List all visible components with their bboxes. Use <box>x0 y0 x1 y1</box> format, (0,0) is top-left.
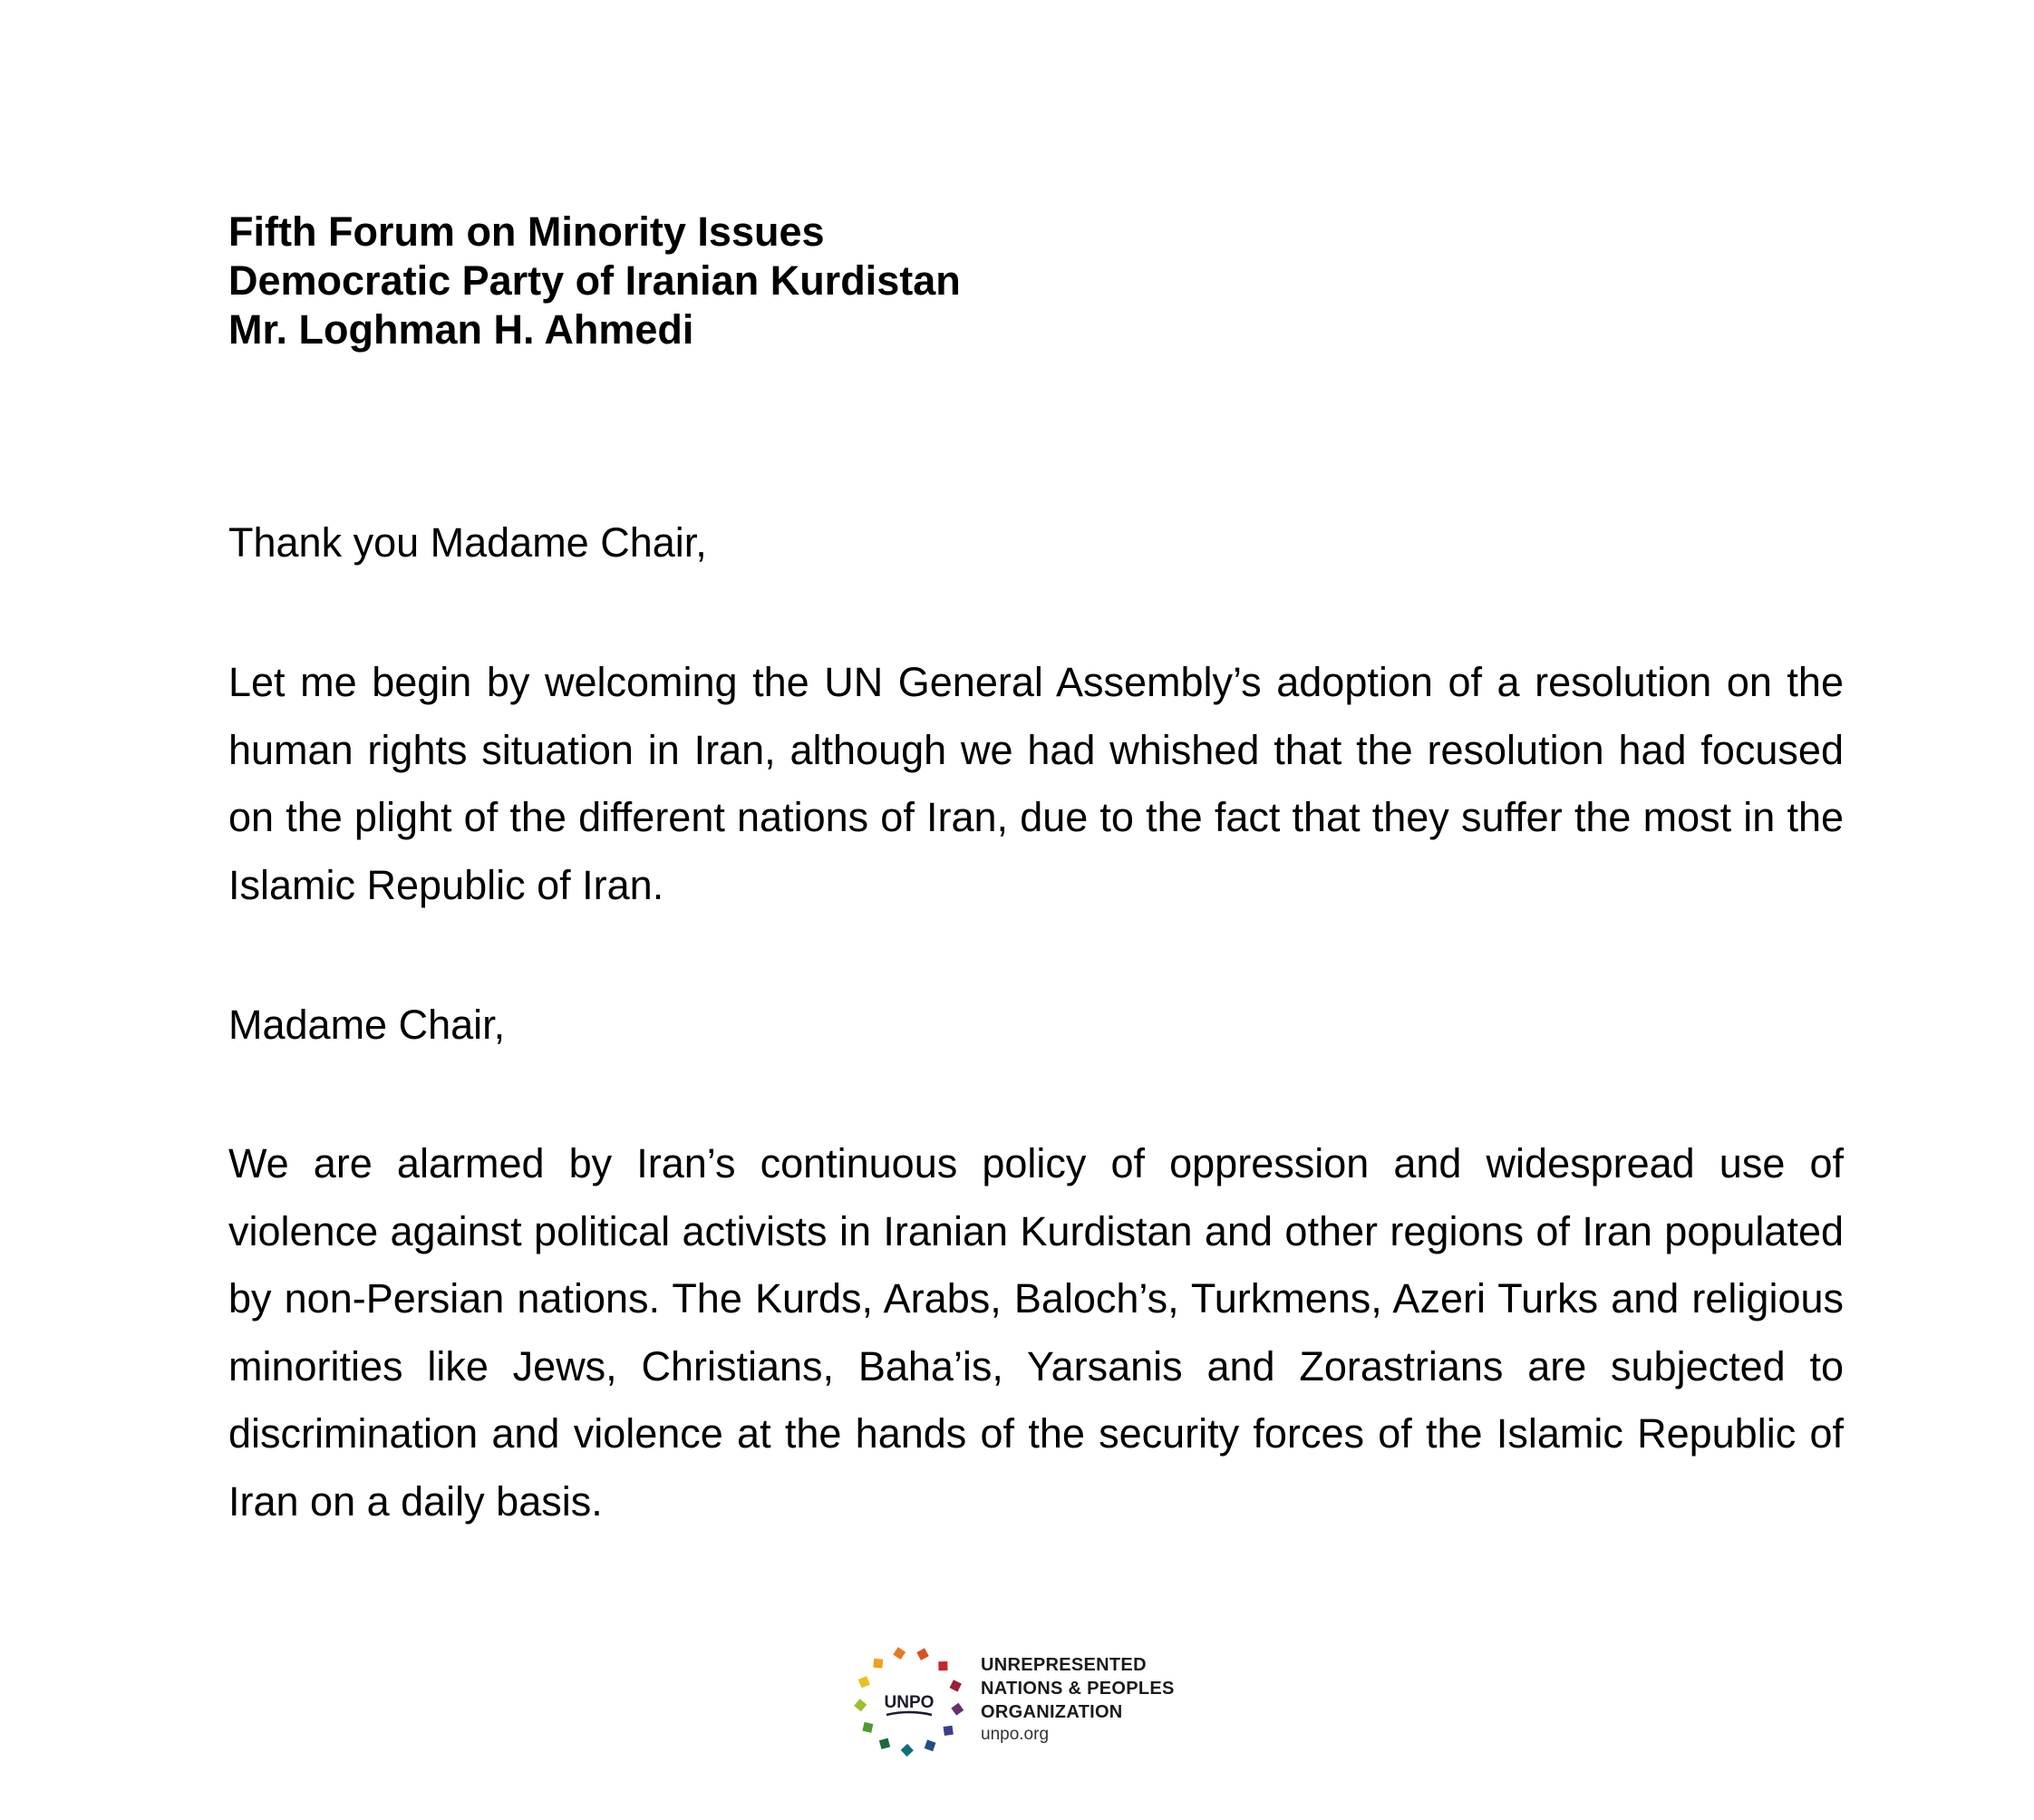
ring-mark <box>879 1738 890 1749</box>
ring-mark <box>951 1703 964 1716</box>
unpo-wordmark <box>981 1653 1175 1746</box>
unpo-underline <box>886 1712 932 1715</box>
ring-mark <box>944 1726 954 1736</box>
ring-mark <box>854 1699 867 1711</box>
org-url: unpo.org <box>981 1725 1050 1744</box>
salutation: Madame Chair, <box>228 1002 506 1048</box>
ring-mark <box>916 1648 929 1660</box>
org-line-1: UNREPRESENTED <box>981 1655 1147 1675</box>
document-header <box>228 208 1860 354</box>
ring-mark <box>901 1744 914 1757</box>
unpo-logo <box>850 1642 1213 1760</box>
forum-title: Fifth Forum on Minority Issues <box>228 208 825 255</box>
ring-mark <box>873 1659 883 1669</box>
organization-name: Democratic Party of Iranian Kurdistan <box>228 257 961 304</box>
paragraph-1: Let me begin by welcoming the UN General Assembly’s adoption of a resolution on the human rights situation in Iran, although we had whished that the resolution had focused on the plight of the different nations of Iran, due to the fact that they suffer the most in the Islamic Republic of Iran. <box>228 659 1844 908</box>
unpo-mark-text: UNPO <box>884 1693 935 1712</box>
org-line-3: ORGANIZATION <box>981 1702 1123 1722</box>
org-line-2: NATIONS & PEOPLES <box>981 1679 1175 1699</box>
paragraph-2: We are alarmed by Iran’s continuous policy of oppression and widespread use of violence against political activists in Iranian Kurdistan and other regions of Iran populated by non-Persian nations. The Kurds, Arabs, Baloch’s, Turkmens, Azeri Turks and religious minorities like Jews, Christians, Baha’is, Yarsanis and Zorastrians are subjected to discrimination and violence at the hands of the security forces of the Islamic Republic of Iran on a daily basis. <box>228 1140 1844 1525</box>
ring-mark <box>949 1680 961 1691</box>
ring-mark <box>862 1722 873 1733</box>
speaker-name: Mr. Loghman H. Ahmedi <box>228 306 694 353</box>
greeting: Thank you Madame Chair, <box>228 519 707 566</box>
unpo-ring-icon <box>850 1642 968 1760</box>
ring-mark <box>938 1661 947 1670</box>
ring-mark <box>925 1739 936 1751</box>
ring-mark <box>858 1676 870 1688</box>
ring-mark <box>893 1647 906 1660</box>
